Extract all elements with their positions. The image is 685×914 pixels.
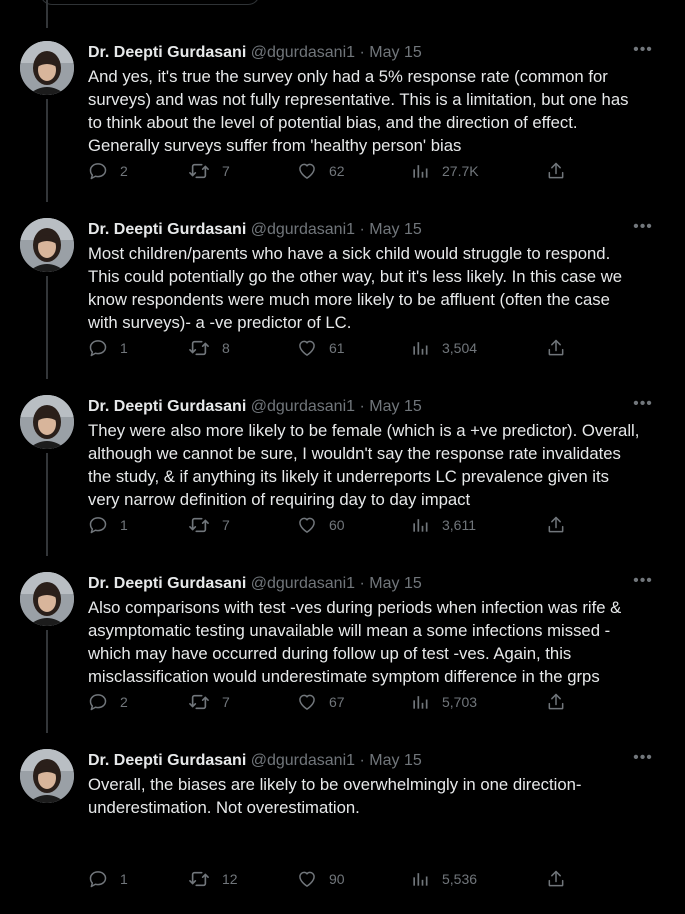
tweet-date[interactable]: May 15 [369,398,422,415]
reply-button[interactable] [88,690,128,714]
tweet-text-line: the study, & if anything its likely it underreports LC prevalence given its [88,467,609,486]
more-icon[interactable]: ••• [633,41,653,58]
tweet-text [88,773,658,819]
more-icon[interactable]: ••• [633,395,653,412]
tweet-text-line: misclassification would underestimate symptom difference in the grps [88,667,600,686]
share-icon [546,692,566,712]
share-button[interactable] [546,336,566,360]
views-button[interactable] [410,513,476,537]
share-button[interactable] [546,690,566,714]
reply-count: 2 [120,694,128,710]
retweet-button[interactable] [188,513,230,537]
share-icon [546,338,566,358]
like-button[interactable] [297,513,345,537]
tweet-actions [88,513,573,537]
views-button[interactable] [410,867,477,891]
author-handle[interactable]: @dgurdasani1 [250,575,356,592]
views-button[interactable] [410,690,477,714]
share-button[interactable] [546,513,566,537]
more-icon[interactable]: ••• [633,749,653,766]
tweet-text-line: asymptomatic testing unavailable will mean a some infections missed - [88,621,611,640]
like-button[interactable] [297,690,345,714]
separator-dot: · [359,575,365,592]
tweet-header [88,395,665,419]
views-icon [410,161,430,181]
like-button[interactable] [297,867,345,891]
tweet-header [88,41,665,65]
tweet-date[interactable]: May 15 [369,221,422,238]
reply-button[interactable] [88,513,128,537]
tweet[interactable] [0,29,685,206]
tweet-actions [88,336,573,360]
heart-icon [297,161,317,181]
like-count: 61 [329,340,345,356]
share-button[interactable] [546,159,566,183]
reply-count: 1 [120,517,128,533]
retweet-button[interactable] [188,690,230,714]
tweet-text [88,419,658,511]
more-icon[interactable]: ••• [633,572,653,589]
separator-dot: · [359,44,365,61]
tweet-date[interactable]: May 15 [369,752,422,769]
heart-icon [297,869,317,889]
author-name[interactable]: Dr. Deepti Gurdasani [88,575,247,592]
tweet[interactable] [0,383,685,560]
like-count: 60 [329,517,345,533]
heart-icon [297,692,317,712]
reply-icon [88,515,108,535]
separator-dot: · [359,398,365,415]
retweet-button[interactable] [188,867,238,891]
author-handle[interactable]: @dgurdasani1 [250,44,356,61]
view-count: 27.7K [442,163,479,179]
tweet[interactable] [0,560,685,737]
share-icon [546,515,566,535]
tweet-text-line: very narrow definition of requiring day to day impact [88,490,471,509]
retweet-count: 8 [222,340,230,356]
view-count: 3,611 [442,517,476,533]
tweet-text [88,596,658,688]
tweet-text-line: know respondents were much more likely to be affluent (often the case [88,290,610,309]
retweet-icon [188,338,210,358]
retweet-count: 12 [222,871,238,887]
share-button[interactable] [546,867,566,891]
like-count: 90 [329,871,345,887]
tweet-text-line: with surveys)- a -ve predictor of LC. [88,313,352,332]
tweet-actions [88,867,573,891]
retweet-count: 7 [222,694,230,710]
share-icon [546,161,566,181]
tweet-text-line: which may have occurred during follow up of test -ves. Again, this [88,644,572,663]
reply-count: 1 [120,340,128,356]
author-name[interactable]: Dr. Deepti Gurdasani [88,398,247,415]
retweet-icon [188,692,210,712]
reply-button[interactable] [88,336,128,360]
tweet-text-line: underestimation. Not overestimation. [88,798,360,817]
tweet-text [88,65,658,157]
tweet-text-line: And yes, it's true the survey only had a 5% response rate (common for [88,67,608,86]
tweet-actions [88,690,573,714]
view-count: 5,703 [442,694,478,710]
author-name[interactable]: Dr. Deepti Gurdasani [88,221,247,238]
views-icon [410,515,430,535]
reply-button[interactable] [88,867,128,891]
author-handle[interactable]: @dgurdasani1 [250,398,356,415]
tweet-text-line: Generally surveys suffer from 'healthy person' bias [88,136,462,155]
avatar[interactable] [20,395,74,449]
author-handle[interactable]: @dgurdasani1 [250,752,356,769]
author-name[interactable]: Dr. Deepti Gurdasani [88,44,247,61]
tweet-text-line: Overall, the biases are likely to be overwhelmingly in one direction- [88,775,582,794]
author-handle[interactable]: @dgurdasani1 [250,221,356,238]
separator-dot: · [359,752,365,769]
tweet-text-line: This could potentially go the other way, but it's less likely. In this case we [88,267,623,286]
tweet-header [88,218,665,242]
views-icon [410,869,430,889]
retweet-count: 7 [222,163,230,179]
reply-icon [88,338,108,358]
avatar[interactable] [20,41,74,95]
like-count: 67 [329,694,345,710]
retweet-count: 7 [222,517,230,533]
reply-button[interactable] [88,159,128,183]
retweet-icon [188,161,210,181]
thread-line [46,276,48,379]
more-icon[interactable]: ••• [633,218,653,235]
tweet-text-line: Also comparisons with test -ves during periods when infection was rife & [88,598,622,617]
thread-line [46,453,48,556]
tweet-text-line: surveys) and was not fully representative. This is a limitation, but one has [88,90,629,109]
avatar[interactable] [20,218,74,272]
tweet-text-line: Most children/parents who have a sick child would struggle to respond. [88,244,611,263]
views-icon [410,338,430,358]
views-icon [410,692,430,712]
like-count: 62 [329,163,345,179]
tweet-header [88,749,665,773]
retweet-button[interactable] [188,159,230,183]
thread-line [46,630,48,733]
view-count: 3,504 [442,340,478,356]
reply-count: 2 [120,163,128,179]
reply-icon [88,161,108,181]
thread-line [46,0,48,28]
separator-dot: · [359,221,365,238]
tweet-date[interactable]: May 15 [369,44,422,61]
tweet-header [88,572,665,596]
tweet-date[interactable]: May 15 [369,575,422,592]
tweet-actions [88,159,573,183]
author-name[interactable]: Dr. Deepti Gurdasani [88,752,247,769]
tweet-text [88,242,658,334]
thread-line [46,99,48,202]
tweet[interactable] [0,206,685,383]
views-button[interactable] [410,336,477,360]
reply-icon [88,692,108,712]
views-button[interactable] [410,159,479,183]
view-count: 5,536 [442,871,478,887]
share-icon [546,869,566,889]
reply-count: 1 [120,871,128,887]
retweet-icon [188,515,210,535]
reply-icon [88,869,108,889]
heart-icon [297,515,317,535]
tweet-text-line: They were also more likely to be female (which is a +ve predictor). Overall, [88,421,640,440]
retweet-button[interactable] [188,336,230,360]
previous-card-edge [40,0,260,5]
heart-icon [297,338,317,358]
tweet[interactable] [0,737,685,914]
avatar[interactable] [20,572,74,626]
like-button[interactable] [297,336,345,360]
tweet-text-line: to think about the level of potential bias, and the direction of effect. [88,113,578,132]
like-button[interactable] [297,159,345,183]
avatar[interactable] [20,749,74,803]
retweet-icon [188,869,210,889]
tweet-text-line: although we cannot be sure, I wouldn't say the response rate invalidates [88,444,621,463]
